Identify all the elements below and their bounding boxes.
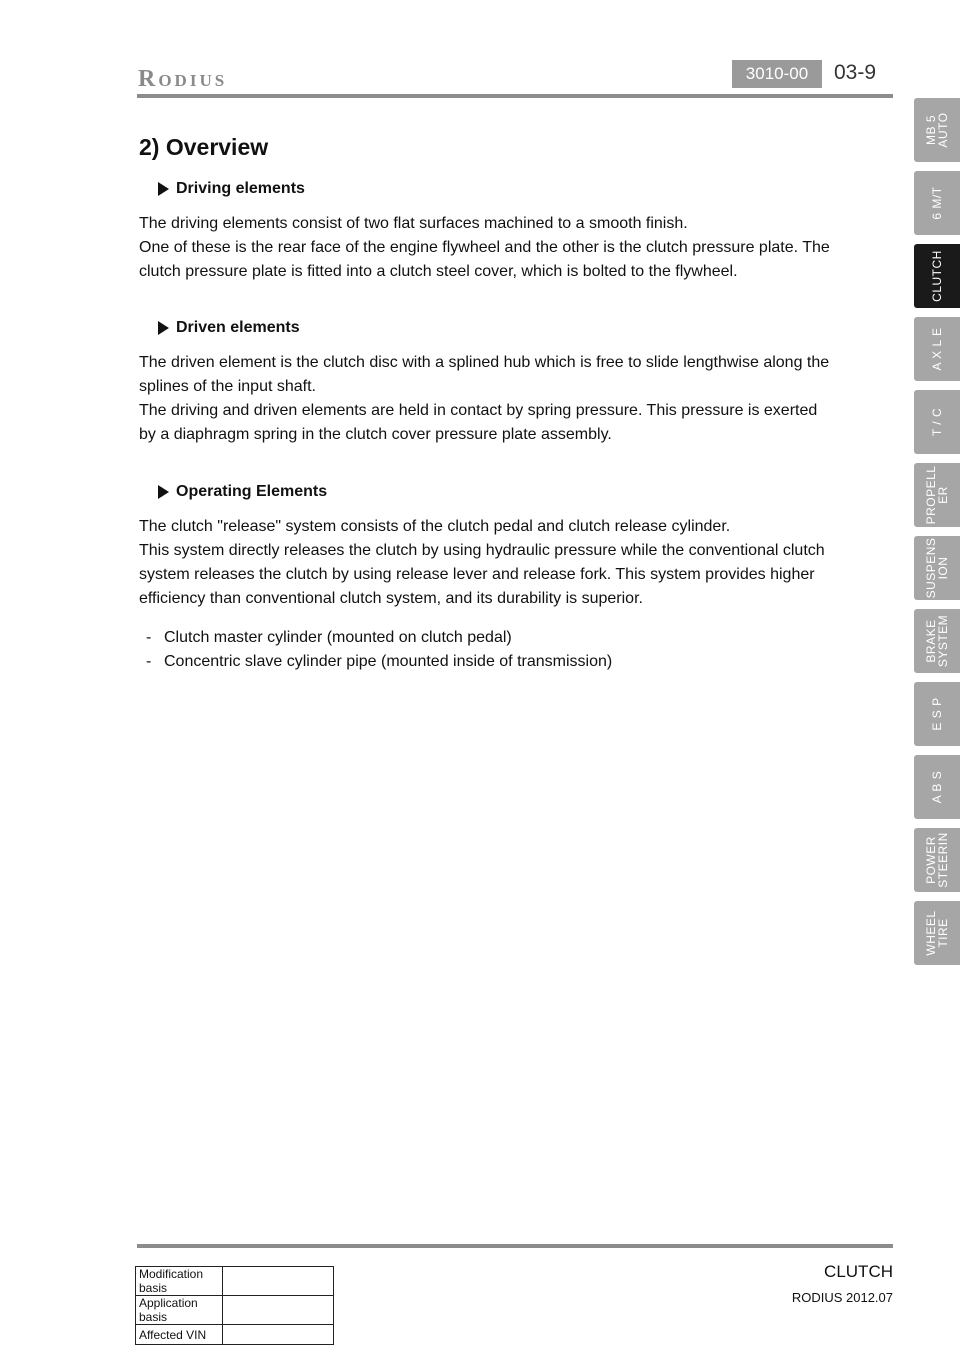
subheading-label: Driving elements <box>176 180 305 197</box>
table-row <box>136 1296 334 1325</box>
text-line: The driven element is the clutch disc with a splined hub which is free to slide lengthwise along the <box>139 354 830 371</box>
subheading-driving-elements <box>158 180 305 198</box>
side-tab-abs[interactable] <box>914 755 960 819</box>
table-label: Modification basis <box>136 1267 223 1296</box>
logo: Rodius <box>138 66 228 92</box>
tab-label: 6 M/T <box>930 186 944 220</box>
tab-label: BRAKE SYSTEM <box>924 614 950 668</box>
table-value <box>223 1325 334 1345</box>
list-item <box>146 626 612 650</box>
paragraph-driven-elements <box>139 351 839 447</box>
tab-label: SUSPENS ION <box>924 537 950 599</box>
text-line: The clutch "release" system consists of the clutch pedal and clutch release cylinder. <box>139 518 731 535</box>
tab-label: MB 5 AUTO <box>924 112 950 148</box>
paragraph-operating-elements <box>139 515 839 611</box>
component-list <box>146 626 612 674</box>
side-tab-axle[interactable] <box>914 317 960 381</box>
tab-label: E S P <box>930 697 944 731</box>
subheading-label: Driven elements <box>176 319 300 336</box>
modification-table <box>135 1266 334 1345</box>
footer-model-edition: RODIUS 2012.07 <box>791 1290 893 1305</box>
subheading-label: Operating Elements <box>176 483 328 500</box>
side-tab-esp[interactable] <box>914 682 960 746</box>
dash-marker: - <box>146 653 152 670</box>
list-item <box>146 650 612 674</box>
text-line: system releases the clutch by using release lever and release fork. This system provides higher <box>139 566 815 583</box>
list-item-text: Clutch master cylinder (mounted on clutch pedal) <box>164 629 512 646</box>
paragraph-driving-elements <box>139 212 839 284</box>
text-line: This system directly releases the clutch by using hydraulic pressure while the conventional clutch <box>139 542 825 559</box>
side-tab-mb5-auto[interactable] <box>914 98 960 162</box>
footer-rule <box>137 1244 893 1248</box>
triangle-right-icon <box>158 485 169 499</box>
table-value <box>223 1296 334 1325</box>
table-label: Affected VIN <box>136 1325 223 1345</box>
text-line: splines of the input shaft. <box>139 378 316 395</box>
table-value <box>223 1267 334 1296</box>
side-tab-wheel-tire[interactable] <box>914 901 960 965</box>
side-tab-clutch[interactable] <box>914 244 960 308</box>
section-code-box: 3010-00 <box>732 60 822 88</box>
tab-label: POWER STEERIN <box>924 832 950 888</box>
side-tab-brake-system[interactable] <box>914 609 960 673</box>
text-line: The driving elements consist of two flat surfaces machined to a smooth finish. <box>139 215 688 232</box>
text-line: The driving and driven elements are held in contact by spring pressure. This pressure is exerted <box>139 402 818 419</box>
tab-label: PROPELL ER <box>924 465 950 525</box>
table-row <box>136 1267 334 1296</box>
tab-label: CLUTCH <box>930 250 944 302</box>
side-tab-propeller[interactable] <box>914 463 960 527</box>
footer-section-name: CLUTCH <box>824 1262 893 1281</box>
triangle-right-icon <box>158 182 169 196</box>
table-row <box>136 1325 334 1345</box>
text-line: One of these is the rear face of the engine flywheel and the other is the clutch pressure plate. The <box>139 239 830 256</box>
triangle-right-icon <box>158 321 169 335</box>
tab-label: WHEEL TIRE <box>924 910 950 956</box>
side-tab-tc[interactable] <box>914 390 960 454</box>
subheading-driven-elements <box>158 319 300 337</box>
tab-label: A X L E <box>930 327 944 371</box>
side-tab-suspension[interactable] <box>914 536 960 600</box>
list-item-text: Concentric slave cylinder pipe (mounted inside of transmission) <box>164 653 613 670</box>
dash-marker: - <box>146 629 152 646</box>
subheading-operating-elements <box>158 483 327 501</box>
tab-label: A B S <box>930 770 944 804</box>
text-line: clutch pressure plate is fitted into a clutch steel cover, which is bolted to the flywheel. <box>139 263 738 280</box>
header-rule <box>137 94 893 98</box>
tab-label: T / C <box>930 407 944 437</box>
text-line: efficiency than conventional clutch system, and its durability is superior. <box>139 590 643 607</box>
side-tab-power-steering[interactable] <box>914 828 960 892</box>
page-number: 03-9 <box>834 61 877 84</box>
side-tab-6mt[interactable] <box>914 171 960 235</box>
text-line: by a diaphragm spring in the clutch cover pressure plate assembly. <box>139 426 612 443</box>
table-label: Application basis <box>136 1296 223 1325</box>
page-title: 2) Overview <box>139 134 269 160</box>
